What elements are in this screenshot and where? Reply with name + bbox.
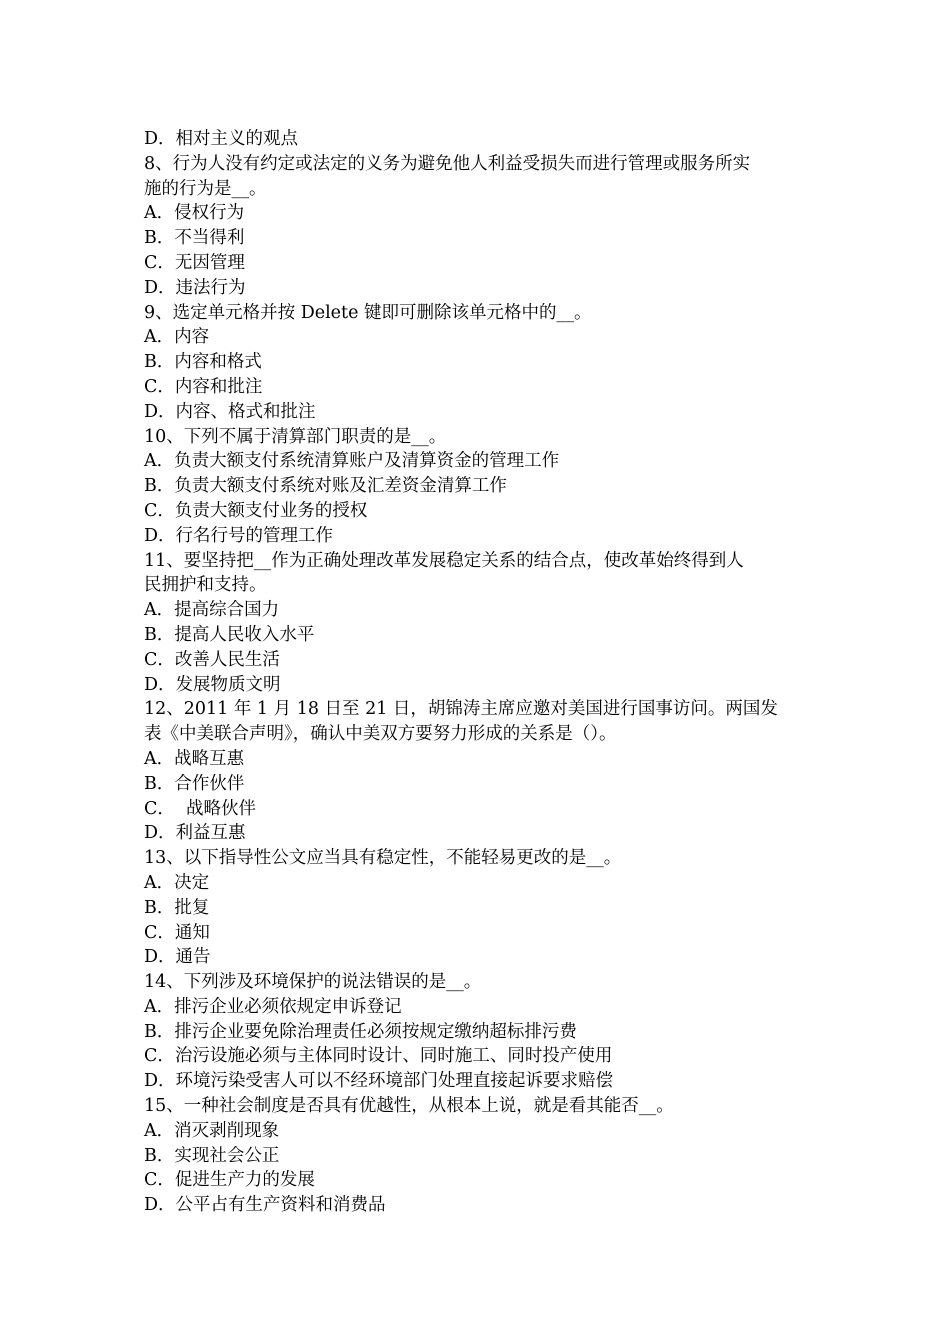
- option-text: B．实现社会公正: [144, 1145, 280, 1166]
- option-text: D．通告: [144, 947, 211, 968]
- option-text: A．侵权行为: [144, 203, 245, 224]
- option-text: D．发展物质文明: [144, 674, 281, 695]
- question-text: 10、下列不属于清算部门职责的是__。: [144, 426, 447, 447]
- option-text: D．利益互惠: [144, 823, 246, 844]
- question-text: 12、2011 年 1 月 18 日至 21 日，胡锦涛主席应邀对美国进行国事访问。两国发: [144, 699, 778, 720]
- option-text: A．内容: [144, 327, 210, 348]
- option-text: C． 战略伙伴: [144, 798, 257, 819]
- option-text: C．负责大额支付业务的授权: [144, 500, 368, 521]
- option-text: B．排污企业要免除治理责任必须按规定缴纳超标排污费: [144, 1021, 577, 1042]
- option-text: D．内容、格式和批注: [144, 401, 316, 422]
- document-page: [144, 127, 814, 1218]
- option-text: B．提高人民收入水平: [144, 624, 315, 645]
- question-text: 8、行为人没有约定或法定的义务为避免他人利益受损失而进行管理或服务所实: [144, 153, 751, 174]
- option-text: A．消灭剥削现象: [144, 1120, 280, 1141]
- question-text: 9、选定单元格并按 Delete 键即可删除该单元格中的__。: [144, 302, 592, 323]
- option-text: C．治污设施必须与主体同时设计、同时施工、同时投产使用: [144, 1046, 613, 1067]
- option-text: A．决定: [144, 872, 210, 893]
- option-text: B．内容和格式: [144, 352, 262, 373]
- option-text: D．相对主义的观点: [144, 129, 299, 149]
- option-text: B．负责大额支付系统对账及汇差资金清算工作: [144, 476, 507, 497]
- option-text: B．批复: [144, 897, 210, 918]
- option-text: D．公平占有生产资料和消费品: [144, 1195, 386, 1216]
- question-text: 14、下列涉及环境保护的说法错误的是__。: [144, 972, 482, 993]
- option-text: C．促进生产力的发展: [144, 1170, 315, 1191]
- question-text: 民拥护和支持。: [144, 575, 267, 596]
- option-text: C．内容和批注: [144, 376, 263, 397]
- option-text: A．排污企业必须依规定申诉登记: [144, 996, 402, 1017]
- option-text: D．违法行为: [144, 277, 246, 298]
- option-text: B．不当得利: [144, 228, 245, 249]
- question-text: 表《中美联合声明》，确认中美双方要努力形成的关系是（）。: [144, 724, 617, 745]
- option-text: A．负责大额支付系统清算账户及清算资金的管理工作: [144, 451, 560, 472]
- question-text: 施的行为是__。: [144, 178, 267, 199]
- option-text: B．合作伙伴: [144, 773, 245, 794]
- option-text: D．环境污染受害人可以不经环境部门处理直接起诉要求赔偿: [144, 1071, 614, 1092]
- question-text: 15、一种社会制度是否具有优越性，从根本上说，就是看其能否__。: [144, 1096, 674, 1117]
- option-text: C．改善人民生活: [144, 649, 280, 670]
- option-text: A．战略互惠: [144, 748, 245, 769]
- option-text: C．无因管理: [144, 252, 245, 273]
- option-text: A．提高综合国力: [144, 600, 280, 621]
- option-text: C．通知: [144, 922, 210, 943]
- option-text: D．行名行号的管理工作: [144, 525, 334, 546]
- question-text: 13、以下指导性公文应当具有稳定性，不能轻易更改的是__。: [144, 848, 622, 869]
- question-text: 11、要坚持把__作为正确处理改革发展稳定关系的结合点，使改革始终得到人: [144, 550, 744, 571]
